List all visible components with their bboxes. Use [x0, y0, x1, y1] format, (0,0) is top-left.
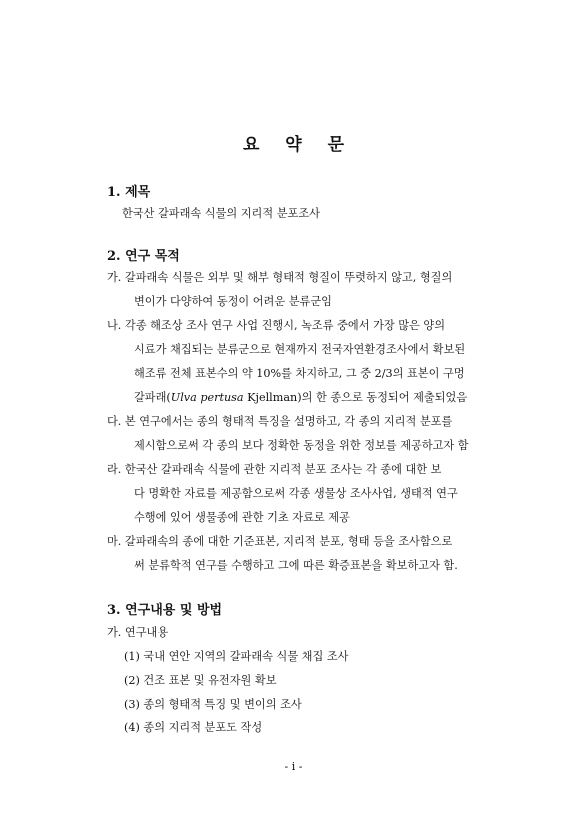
- section-3-subheading: 가. 연구내용: [107, 626, 169, 639]
- content-item-4: (4) 종의 지리적 분포도 작성: [124, 721, 263, 734]
- purpose-item-da-line-2: 제시함으로써 각 종의 보다 정확한 동정을 위한 정보를 제공하고자 함: [134, 439, 469, 452]
- content-item-1: (1) 국내 연안 지역의 갈파래속 식물 채집 조사: [124, 650, 349, 663]
- page-title: 요 약 문: [242, 135, 355, 155]
- section-1-heading: 1. 제목: [107, 185, 151, 200]
- section-3-heading: 3. 연구내용 및 방법: [107, 603, 223, 618]
- species-prefix: 갈파래(: [134, 391, 171, 404]
- purpose-item-ra-line-2: 다 명확한 자료를 제공함으로써 각종 생물상 조사사업, 생태적 연구: [134, 487, 458, 500]
- purpose-item-na-line-2: 시료가 채집되는 분류군으로 현재까지 전국자연환경조사에서 확보된: [134, 343, 466, 356]
- purpose-item-na-line-4: [134, 392, 467, 403]
- purpose-item-da-line-1: 다. 본 연구에서는 종의 형태적 특징을 설명하고, 각 종의 지리적 분포를: [107, 415, 453, 428]
- purpose-item-ma-line-1: 마. 갈파래속의 종에 대한 기준표본, 지리적 분포, 형태 등을 조사함으로: [107, 535, 453, 548]
- content-item-3: (3) 종의 형태적 특징 및 변이의 조사: [124, 698, 302, 711]
- content-item-2: (2) 건조 표본 및 유전자원 확보: [124, 674, 277, 687]
- purpose-item-ga-line-2: 변이가 다양하여 동정이 어려운 분류군임: [134, 295, 332, 308]
- species-suffix: Kjellman)의 한 종으로 동정되어 제출되었음: [243, 391, 468, 404]
- section-1-body: 한국산 갈파래속 식물의 지리적 분포조사: [122, 207, 320, 220]
- purpose-item-na-line-1: 나. 각종 해조상 조사 연구 사업 진행시, 녹조류 중에서 가장 많은 양의: [107, 319, 446, 332]
- purpose-item-ga-line-1: 가. 갈파래속 식물은 외부 및 해부 형태적 형질이 뚜렷하지 않고, 형질의: [107, 271, 453, 284]
- section-2-heading: 2. 연구 목적: [107, 249, 180, 264]
- species-scientific-name: Ulva pertusa: [170, 391, 244, 404]
- purpose-item-ra-line-1: 라. 한국산 갈파래속 식물에 관한 지리적 분포 조사는 각 종에 대한 보: [107, 463, 442, 476]
- purpose-item-na-line-3: 해조류 전체 표본수의 약 10%를 차지하고, 그 중 2/3의 표본이 구멍: [134, 367, 465, 380]
- purpose-item-ra-line-3: 수행에 있어 생물종에 관한 기초 자료로 제공: [134, 511, 350, 524]
- page-number: - i -: [284, 760, 303, 773]
- purpose-item-ma-line-2: 써 분류학적 연구를 수행하고 그에 따른 확증표본을 확보하고자 함.: [134, 559, 458, 572]
